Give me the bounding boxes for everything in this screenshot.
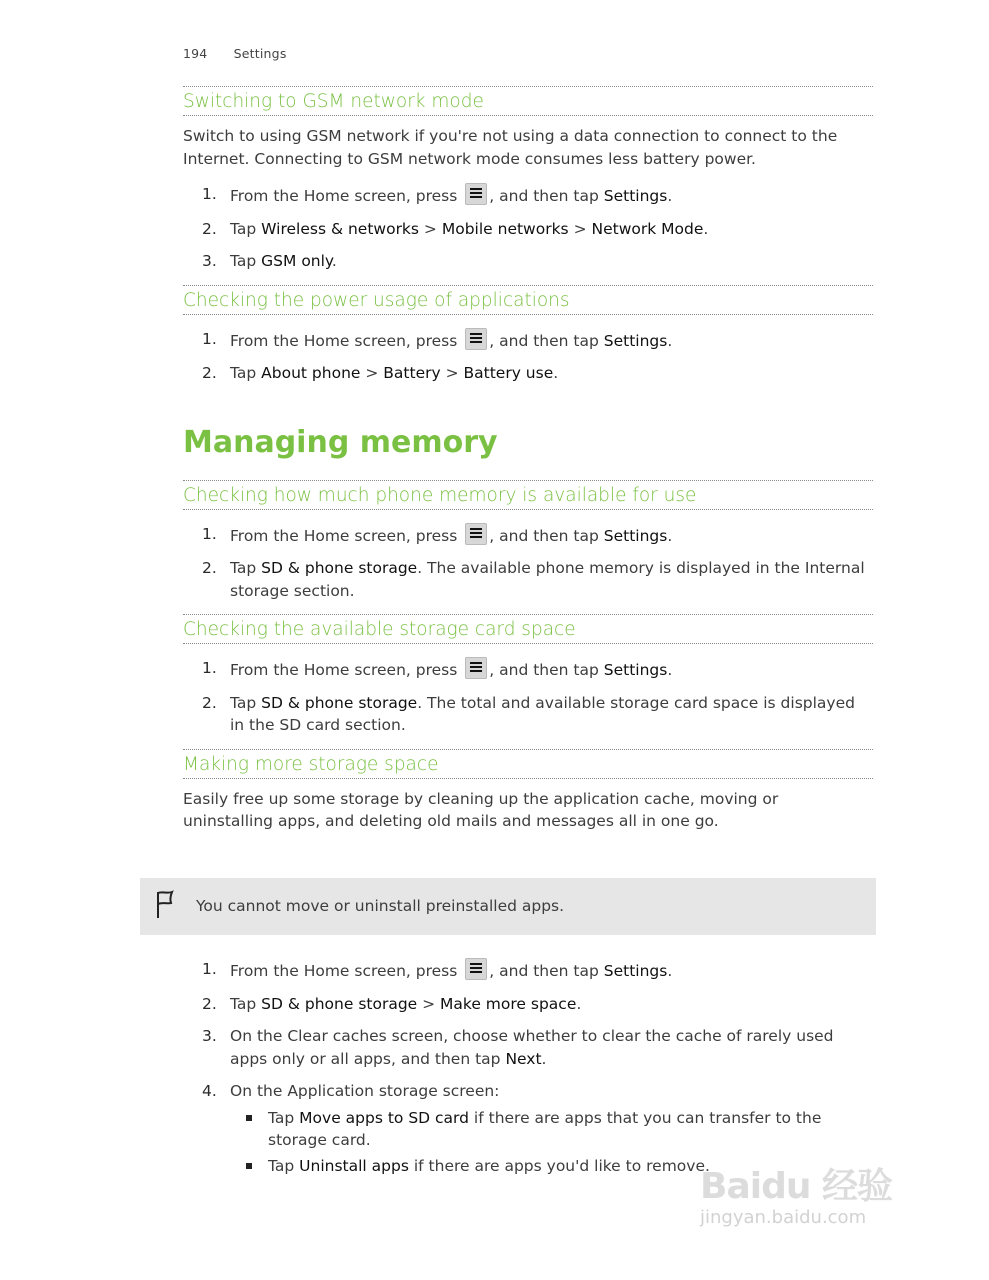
chapter-title-managing-memory: Managing memory <box>183 424 498 460</box>
ui-term: Wireless & networks <box>261 219 419 238</box>
step-text: > <box>440 364 464 382</box>
step-text: , and then tap <box>489 331 604 350</box>
step-text: . <box>667 661 673 679</box>
step-number: 1. <box>202 185 217 203</box>
step-text: From the Home screen, press <box>230 331 463 350</box>
ui-term: Network Mode <box>591 219 704 238</box>
step-text: Tap <box>230 693 262 712</box>
ui-term: Settings <box>603 661 668 679</box>
ui-term: About phone <box>261 364 361 382</box>
ui-term: Make more space <box>440 994 577 1013</box>
watermark-url: jingyan.baidu.com <box>700 1207 867 1228</box>
bullet-item <box>230 1107 873 1152</box>
step-text: From the Home screen, press <box>230 526 463 545</box>
list-item <box>183 523 873 548</box>
step-text: Tap <box>230 252 262 270</box>
bullet-text: if there are apps that you can transfer to the storage card. <box>268 1108 822 1149</box>
step-text: > <box>360 364 384 382</box>
step-number: 2. <box>202 559 217 577</box>
step-text: Tap <box>230 994 262 1013</box>
more-space-steps-block <box>183 958 873 1187</box>
step-text: . <box>553 364 559 382</box>
step-text: , and then tap <box>489 187 604 205</box>
list-item <box>183 993 873 1016</box>
step-text: Tap <box>230 559 262 577</box>
step-number: 2. <box>202 994 217 1013</box>
page-content <box>183 86 873 833</box>
step-number: 3. <box>202 1027 217 1045</box>
step-text: . The total and available storage card space is displayed in the SD card section. <box>230 693 855 734</box>
step-number: 2. <box>202 364 217 382</box>
step-text: . <box>667 187 673 205</box>
list-item <box>183 183 873 208</box>
menu-icon <box>465 657 487 679</box>
step-number: 2. <box>202 219 217 238</box>
ui-term: Battery use <box>463 364 554 382</box>
ui-term: SD & phone storage <box>261 994 418 1013</box>
ui-term: Battery <box>383 364 441 382</box>
phone-memory-steps <box>183 523 873 603</box>
list-item <box>183 362 873 385</box>
card-space-steps <box>183 657 873 737</box>
list-item <box>183 958 873 983</box>
watermark-logo: Baidu 经验 <box>700 1166 893 1207</box>
section-title-gsm: Switching to GSM network mode <box>183 86 873 116</box>
menu-icon <box>465 328 487 350</box>
step-text: . <box>667 331 673 350</box>
gsm-intro: Switch to using GSM network if you're not using a data connection to connect to the Internet. Connecting to GSM network mode consumes less battery power. <box>183 127 838 168</box>
menu-icon <box>465 183 487 205</box>
step-text: . <box>667 962 673 980</box>
step-text: > <box>419 219 442 238</box>
list-item <box>183 692 873 737</box>
list-item <box>183 657 873 682</box>
step-number: 1. <box>202 960 217 978</box>
step-text: On the Clear caches screen, choose whether to clear the cache of rarely used apps only or all apps, and then tap <box>230 1027 834 1068</box>
page-header <box>183 46 287 61</box>
step-text: Tap <box>230 364 262 382</box>
menu-icon <box>465 523 487 545</box>
step-text: . <box>576 994 582 1013</box>
step-number: 2. <box>202 693 217 712</box>
bullet-text: if there are apps you'd like to remove. <box>408 1156 710 1175</box>
gsm-steps <box>183 183 873 273</box>
running-section-title: Settings <box>233 46 287 61</box>
step-text: , and then tap <box>489 526 604 545</box>
ui-term: GSM only <box>261 252 332 270</box>
section-title-phone-memory: Checking how much phone memory is available for use <box>183 480 873 510</box>
more-space-intro: Easily free up some storage by cleaning up the application cache, moving or uninstalling apps, and deleting old mails and messages all in one go. <box>183 789 779 830</box>
step-text: . <box>667 526 673 545</box>
list-item <box>183 557 873 602</box>
step-number: 1. <box>202 659 217 677</box>
step-number: 1. <box>202 524 217 543</box>
page-number: 194 <box>183 46 208 61</box>
ui-term: SD & phone storage <box>261 559 418 577</box>
list-item <box>183 328 873 353</box>
power-steps <box>183 328 873 385</box>
ui-term: Settings <box>603 331 668 350</box>
step-text: . <box>331 252 337 270</box>
flag-icon <box>154 888 176 922</box>
ui-term: Settings <box>603 526 668 545</box>
menu-icon <box>465 958 487 980</box>
ui-term: Next <box>505 1049 542 1068</box>
bullet-text: Tap <box>268 1108 300 1127</box>
section-title-more-space: Making more storage space <box>183 749 873 779</box>
ui-term: Uninstall apps <box>299 1156 409 1175</box>
step-text: > <box>568 219 592 238</box>
step-text: From the Home screen, press <box>230 661 463 679</box>
more-space-steps <box>183 958 873 1177</box>
step-text: , and then tap <box>489 661 604 679</box>
ui-term: SD & phone storage <box>261 693 418 712</box>
note-box <box>140 878 876 935</box>
step-number: 3. <box>202 252 217 270</box>
step-text: From the Home screen, press <box>230 187 463 205</box>
ui-term: Settings <box>603 962 668 980</box>
step-text: . <box>703 219 709 238</box>
section-title-power: Checking the power usage of applications <box>183 285 873 315</box>
list-item <box>183 250 873 273</box>
list-item <box>183 218 873 241</box>
section-title-card-space: Checking the available storage card space <box>183 614 873 644</box>
baidu-watermark <box>700 1158 892 1228</box>
ui-term: Move apps to SD card <box>299 1108 469 1127</box>
step-number: 4. <box>202 1082 217 1100</box>
list-item <box>183 1025 873 1070</box>
step-text: . <box>541 1049 547 1068</box>
step-text: . The available phone memory is displayed in the Internal storage section. <box>230 559 865 600</box>
bullet-text: Tap <box>268 1156 300 1175</box>
ui-term: Settings <box>603 187 668 205</box>
step-text: From the Home screen, press <box>230 962 463 980</box>
step-number: 1. <box>202 329 217 348</box>
step-text: > <box>417 994 441 1013</box>
step-text: , and then tap <box>489 962 604 980</box>
ui-term: Mobile networks <box>441 219 569 238</box>
note-text: You cannot move or uninstall preinstalled apps. <box>196 897 565 915</box>
step-text: On the Application storage screen: <box>230 1082 500 1100</box>
step-text: Tap <box>230 219 262 238</box>
